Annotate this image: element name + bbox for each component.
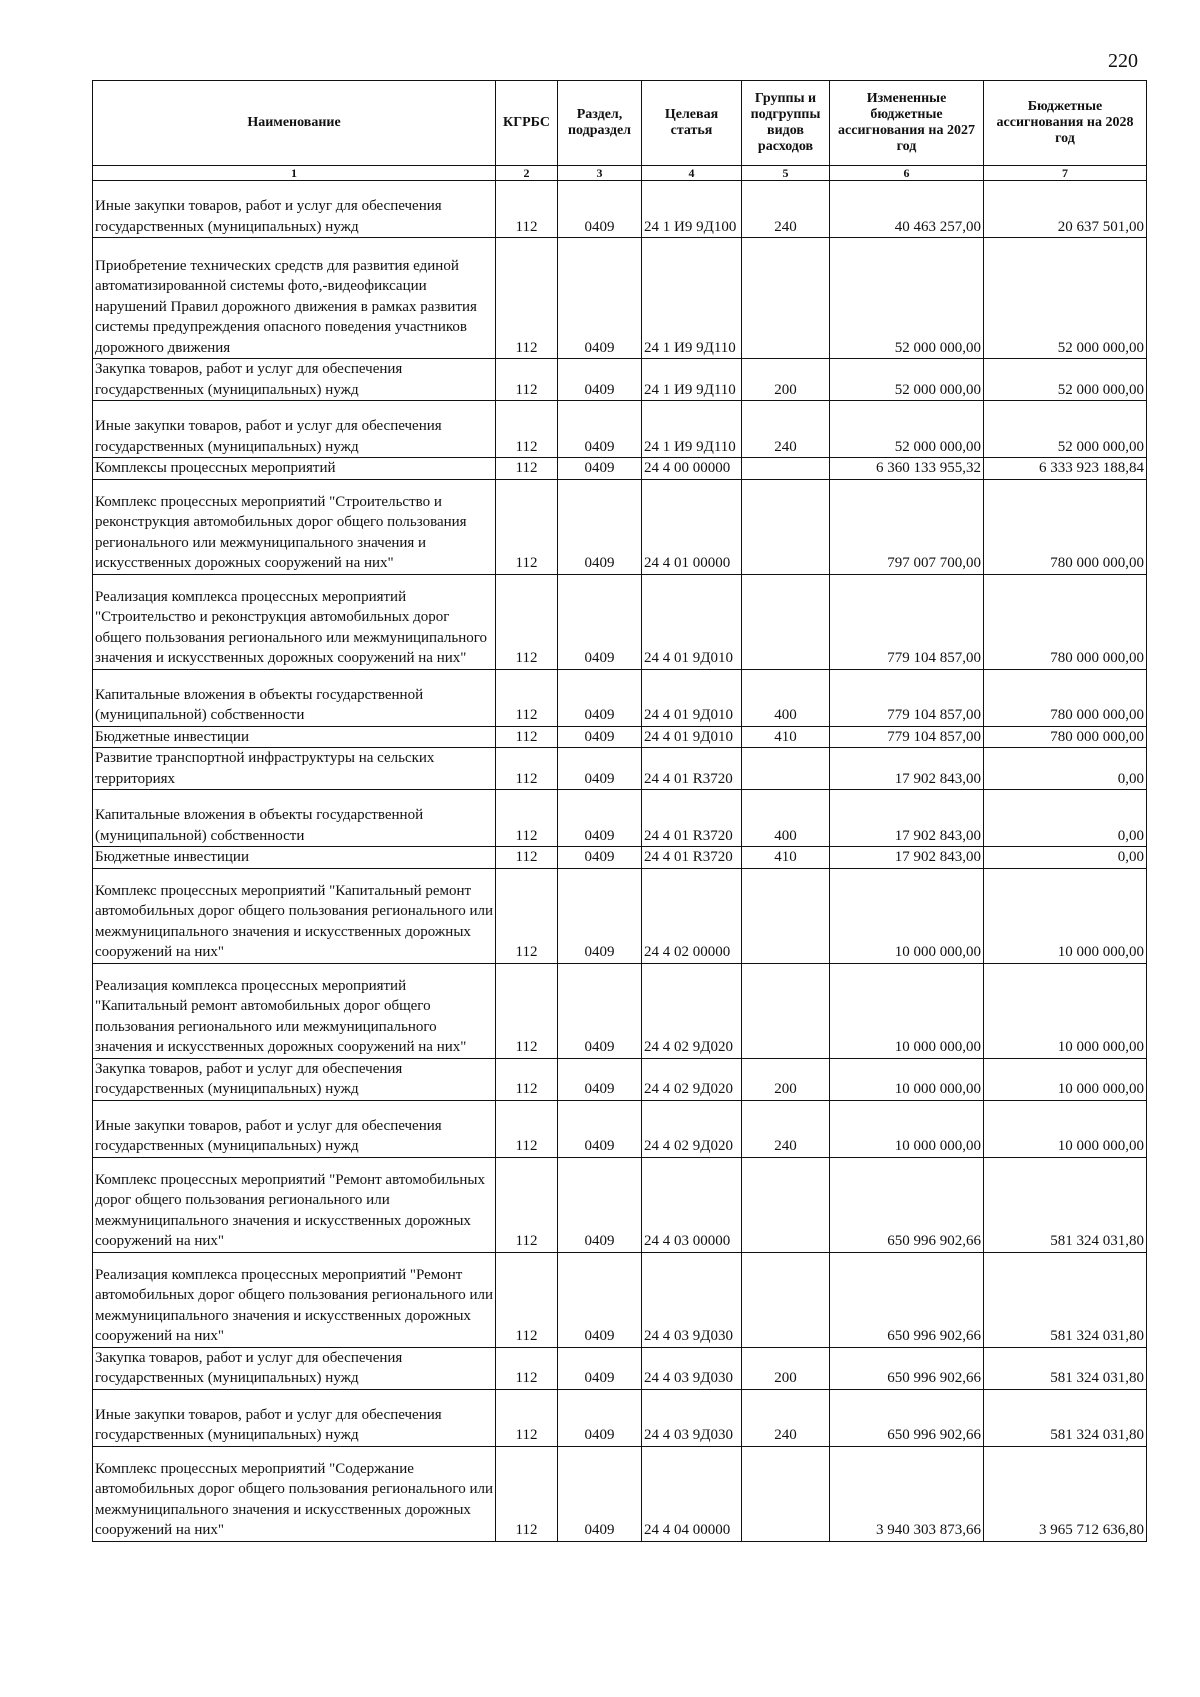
row-kgrbs: 112 — [496, 1389, 558, 1446]
row-amount-2028: 20 637 501,00 — [984, 181, 1147, 238]
row-amount-2027: 6 360 133 955,32 — [830, 458, 984, 480]
row-article: 24 4 04 00000 — [642, 1446, 742, 1541]
row-amount-2028: 0,00 — [984, 748, 1147, 790]
row-amount-2028: 581 324 031,80 — [984, 1252, 1147, 1347]
row-name: Капитальные вложения в объекты государственной (муниципальной) собственности — [93, 790, 496, 847]
row-section: 0409 — [558, 458, 642, 480]
row-amount-2027: 10 000 000,00 — [830, 1100, 984, 1157]
row-section: 0409 — [558, 574, 642, 669]
page-number: 220 — [1108, 50, 1138, 72]
row-name: Закупка товаров, работ и услуг для обеспечения государственных (муниципальных) нужд — [93, 1347, 496, 1389]
row-amount-2028: 780 000 000,00 — [984, 479, 1147, 574]
row-article: 24 4 00 00000 — [642, 458, 742, 480]
row-amount-2027: 52 000 000,00 — [830, 401, 984, 458]
row-kgrbs: 112 — [496, 726, 558, 748]
row-amount-2028: 581 324 031,80 — [984, 1389, 1147, 1446]
header-amount-2028: Бюджетные ассигнования на 2028 год — [984, 81, 1147, 166]
row-section: 0409 — [558, 1252, 642, 1347]
row-amount-2027: 650 996 902,66 — [830, 1389, 984, 1446]
header-amount-2027: Измененные бюджетные ассигнования на 2027 год — [830, 81, 984, 166]
table-row — [93, 479, 1147, 574]
row-name: Комплекс процессных мероприятий "Капитальный ремонт автомобильных дорог общего пользования регионального или межмуниципального значения и искусственных дорожных сооружений на них" — [93, 868, 496, 963]
table-row — [93, 1157, 1147, 1252]
row-section: 0409 — [558, 669, 642, 726]
row-amount-2027: 10 000 000,00 — [830, 1058, 984, 1100]
row-kgrbs: 112 — [496, 1157, 558, 1252]
row-expense-group — [742, 1157, 830, 1252]
row-article: 24 4 02 9Д020 — [642, 1058, 742, 1100]
row-expense-group: 410 — [742, 847, 830, 869]
row-kgrbs: 112 — [496, 1100, 558, 1157]
row-expense-group: 200 — [742, 359, 830, 401]
table-row — [93, 458, 1147, 480]
row-section: 0409 — [558, 401, 642, 458]
row-amount-2027: 650 996 902,66 — [830, 1157, 984, 1252]
row-kgrbs: 112 — [496, 458, 558, 480]
row-amount-2028: 52 000 000,00 — [984, 401, 1147, 458]
row-name: Комплекс процессных мероприятий "Содержание автомобильных дорог общего пользования регионального или межмуниципального значения и искусственных дорожных сооружений на них" — [93, 1446, 496, 1541]
row-expense-group — [742, 868, 830, 963]
table-row — [93, 868, 1147, 963]
table-row — [93, 574, 1147, 669]
row-name: Капитальные вложения в объекты государственной (муниципальной) собственности — [93, 669, 496, 726]
row-article: 24 4 01 00000 — [642, 479, 742, 574]
row-kgrbs: 112 — [496, 868, 558, 963]
row-section: 0409 — [558, 479, 642, 574]
column-number: 7 — [984, 166, 1147, 181]
row-article: 24 4 02 9Д020 — [642, 1100, 742, 1157]
row-amount-2028: 780 000 000,00 — [984, 726, 1147, 748]
row-amount-2028: 581 324 031,80 — [984, 1347, 1147, 1389]
row-article: 24 4 03 00000 — [642, 1157, 742, 1252]
table-row — [93, 1252, 1147, 1347]
row-amount-2027: 650 996 902,66 — [830, 1347, 984, 1389]
header-expense-group: Группы и подгруппы видов расходов — [742, 81, 830, 166]
column-number: 2 — [496, 166, 558, 181]
row-expense-group — [742, 963, 830, 1058]
row-amount-2027: 3 940 303 873,66 — [830, 1446, 984, 1541]
row-kgrbs: 112 — [496, 1446, 558, 1541]
row-amount-2028: 780 000 000,00 — [984, 669, 1147, 726]
row-kgrbs: 112 — [496, 479, 558, 574]
row-article: 24 1 И9 9Д100 — [642, 181, 742, 238]
row-expense-group: 240 — [742, 1389, 830, 1446]
row-amount-2028: 52 000 000,00 — [984, 359, 1147, 401]
row-amount-2027: 17 902 843,00 — [830, 748, 984, 790]
column-number: 3 — [558, 166, 642, 181]
table-row — [93, 1058, 1147, 1100]
row-kgrbs: 112 — [496, 748, 558, 790]
row-article: 24 4 01 9Д010 — [642, 669, 742, 726]
row-section: 0409 — [558, 238, 642, 359]
row-expense-group: 400 — [742, 669, 830, 726]
table-row — [93, 1100, 1147, 1157]
row-section: 0409 — [558, 359, 642, 401]
table-row — [93, 790, 1147, 847]
row-amount-2027: 17 902 843,00 — [830, 790, 984, 847]
row-amount-2028: 10 000 000,00 — [984, 868, 1147, 963]
table-row — [93, 748, 1147, 790]
row-name: Иные закупки товаров, работ и услуг для обеспечения государственных (муниципальных) нужд — [93, 181, 496, 238]
column-number: 1 — [93, 166, 496, 181]
row-section: 0409 — [558, 1100, 642, 1157]
table-row — [93, 1389, 1147, 1446]
row-name: Приобретение технических средств для развития единой автоматизированной системы фото,-видеофиксации нарушений Правил дорожного движения в рамках развития системы предупреждения опасного поведения участников дорожного движения — [93, 238, 496, 359]
table-row — [93, 669, 1147, 726]
row-name: Закупка товаров, работ и услуг для обеспечения государственных (муниципальных) нужд — [93, 1058, 496, 1100]
row-kgrbs: 112 — [496, 574, 558, 669]
row-amount-2027: 779 104 857,00 — [830, 574, 984, 669]
row-kgrbs: 112 — [496, 1347, 558, 1389]
table-row — [93, 726, 1147, 748]
row-amount-2028: 10 000 000,00 — [984, 1058, 1147, 1100]
row-amount-2028: 581 324 031,80 — [984, 1157, 1147, 1252]
row-name: Комплекс процессных мероприятий "Строительство и реконструкция автомобильных дорог общего пользования регионального или межмуниципального значения и искусственных дорожных сооружений на них" — [93, 479, 496, 574]
row-amount-2027: 779 104 857,00 — [830, 726, 984, 748]
row-article: 24 4 03 9Д030 — [642, 1252, 742, 1347]
row-section: 0409 — [558, 748, 642, 790]
row-name: Бюджетные инвестиции — [93, 726, 496, 748]
row-amount-2028: 3 965 712 636,80 — [984, 1446, 1147, 1541]
row-section: 0409 — [558, 790, 642, 847]
row-section: 0409 — [558, 181, 642, 238]
row-section: 0409 — [558, 1157, 642, 1252]
row-kgrbs: 112 — [496, 181, 558, 238]
row-name: Иные закупки товаров, работ и услуг для обеспечения государственных (муниципальных) нужд — [93, 401, 496, 458]
row-article: 24 4 01 9Д010 — [642, 574, 742, 669]
row-kgrbs: 112 — [496, 401, 558, 458]
row-section: 0409 — [558, 963, 642, 1058]
row-expense-group — [742, 574, 830, 669]
row-kgrbs: 112 — [496, 238, 558, 359]
row-section: 0409 — [558, 1058, 642, 1100]
row-article: 24 4 03 9Д030 — [642, 1389, 742, 1446]
row-amount-2027: 52 000 000,00 — [830, 238, 984, 359]
column-number: 4 — [642, 166, 742, 181]
row-article: 24 4 02 00000 — [642, 868, 742, 963]
table-row — [93, 847, 1147, 869]
row-amount-2027: 52 000 000,00 — [830, 359, 984, 401]
row-article: 24 1 И9 9Д110 — [642, 401, 742, 458]
row-name: Закупка товаров, работ и услуг для обеспечения государственных (муниципальных) нужд — [93, 359, 496, 401]
row-section: 0409 — [558, 1389, 642, 1446]
row-article: 24 1 И9 9Д110 — [642, 359, 742, 401]
header-section: Раздел, подраздел — [558, 81, 642, 166]
row-section: 0409 — [558, 1347, 642, 1389]
row-kgrbs: 112 — [496, 963, 558, 1058]
row-expense-group: 200 — [742, 1347, 830, 1389]
row-name: Иные закупки товаров, работ и услуг для обеспечения государственных (муниципальных) нужд — [93, 1389, 496, 1446]
row-amount-2028: 0,00 — [984, 790, 1147, 847]
row-expense-group: 240 — [742, 181, 830, 238]
row-kgrbs: 112 — [496, 1252, 558, 1347]
row-expense-group — [742, 238, 830, 359]
table-row — [93, 181, 1147, 238]
header-name: Наименование — [93, 81, 496, 166]
row-kgrbs: 112 — [496, 359, 558, 401]
row-expense-group: 240 — [742, 401, 830, 458]
row-article: 24 4 01 9Д010 — [642, 726, 742, 748]
row-amount-2027: 779 104 857,00 — [830, 669, 984, 726]
row-name: Реализация комплекса процессных мероприятий "Ремонт автомобильных дорог общего пользования регионального или межмуниципального значения и искусственных дорожных сооружений на них" — [93, 1252, 496, 1347]
row-kgrbs: 112 — [496, 790, 558, 847]
header-kgrbs: КГРБС — [496, 81, 558, 166]
row-name: Реализация комплекса процессных мероприятий "Капитальный ремонт автомобильных дорог общего пользования регионального или межмуниципального значения и искусственных дорожных сооружений на них" — [93, 963, 496, 1058]
row-name: Бюджетные инвестиции — [93, 847, 496, 869]
table-row — [93, 359, 1147, 401]
row-expense-group: 200 — [742, 1058, 830, 1100]
row-amount-2028: 52 000 000,00 — [984, 238, 1147, 359]
row-amount-2027: 797 007 700,00 — [830, 479, 984, 574]
row-article: 24 4 01 R3720 — [642, 748, 742, 790]
row-article: 24 4 01 R3720 — [642, 790, 742, 847]
row-article: 24 4 03 9Д030 — [642, 1347, 742, 1389]
row-expense-group — [742, 1252, 830, 1347]
row-expense-group: 410 — [742, 726, 830, 748]
table-row — [93, 1347, 1147, 1389]
table-row — [93, 238, 1147, 359]
row-name: Комплекс процессных мероприятий "Ремонт автомобильных дорог общего пользования регионального или межмуниципального значения и искусственных дорожных сооружений на них" — [93, 1157, 496, 1252]
row-kgrbs: 112 — [496, 1058, 558, 1100]
row-amount-2028: 6 333 923 188,84 — [984, 458, 1147, 480]
row-section: 0409 — [558, 726, 642, 748]
row-amount-2028: 10 000 000,00 — [984, 1100, 1147, 1157]
table-row — [93, 1446, 1147, 1541]
row-amount-2027: 17 902 843,00 — [830, 847, 984, 869]
row-name: Реализация комплекса процессных мероприятий "Строительство и реконструкция автомобильных дорог общего пользования регионального или межмуниципального значения и искусственных дорожных сооружений на них" — [93, 574, 496, 669]
row-expense-group — [742, 1446, 830, 1541]
row-amount-2027: 10 000 000,00 — [830, 868, 984, 963]
row-name: Развитие транспортной инфраструктуры на сельских территориях — [93, 748, 496, 790]
row-name: Комплексы процессных мероприятий — [93, 458, 496, 480]
row-section: 0409 — [558, 1446, 642, 1541]
row-expense-group — [742, 479, 830, 574]
header-article: Целевая статья — [642, 81, 742, 166]
table-row — [93, 963, 1147, 1058]
row-expense-group — [742, 458, 830, 480]
row-section: 0409 — [558, 847, 642, 869]
row-expense-group — [742, 748, 830, 790]
row-amount-2027: 40 463 257,00 — [830, 181, 984, 238]
row-amount-2028: 10 000 000,00 — [984, 963, 1147, 1058]
row-amount-2028: 0,00 — [984, 847, 1147, 869]
row-expense-group: 400 — [742, 790, 830, 847]
row-section: 0409 — [558, 868, 642, 963]
row-article: 24 1 И9 9Д110 — [642, 238, 742, 359]
column-number: 6 — [830, 166, 984, 181]
row-amount-2027: 650 996 902,66 — [830, 1252, 984, 1347]
row-amount-2028: 780 000 000,00 — [984, 574, 1147, 669]
row-name: Иные закупки товаров, работ и услуг для обеспечения государственных (муниципальных) нужд — [93, 1100, 496, 1157]
row-article: 24 4 01 R3720 — [642, 847, 742, 869]
row-amount-2027: 10 000 000,00 — [830, 963, 984, 1058]
row-article: 24 4 02 9Д020 — [642, 963, 742, 1058]
table-row — [93, 401, 1147, 458]
row-kgrbs: 112 — [496, 669, 558, 726]
budget-table — [92, 80, 1147, 1542]
row-expense-group: 240 — [742, 1100, 830, 1157]
column-number: 5 — [742, 166, 830, 181]
row-kgrbs: 112 — [496, 847, 558, 869]
